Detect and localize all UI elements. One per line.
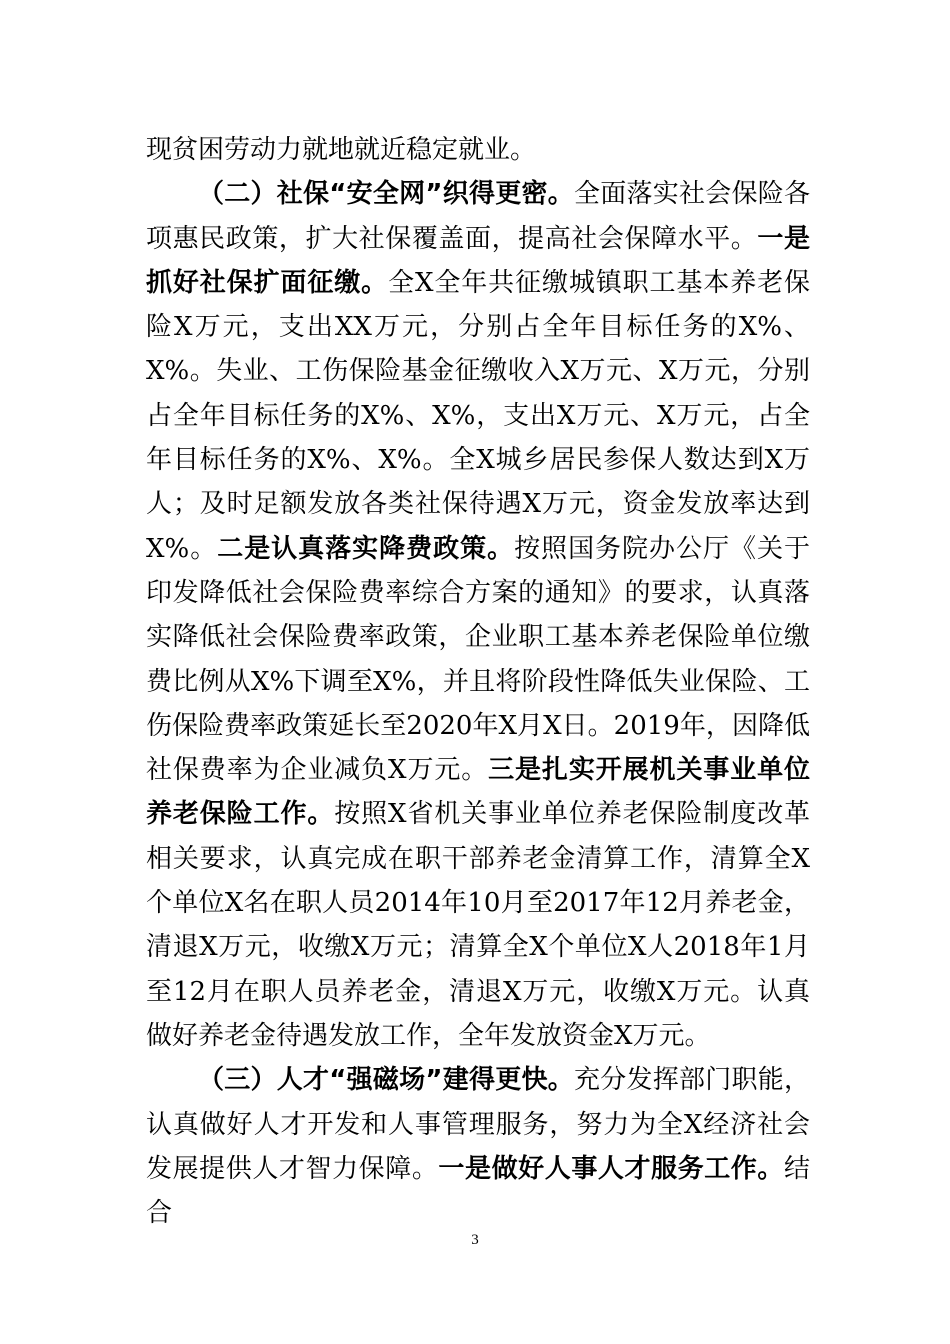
- point-heading-3: 三是扎实开展机关事业单位养老保险工作。: [146, 755, 810, 830]
- section-heading-2: （二）社保“安全网”织得更密。: [198, 179, 574, 210]
- body-text: [146, 128, 810, 1235]
- page-number: 3: [471, 1232, 479, 1248]
- paragraph-text: 结合: [146, 1153, 810, 1229]
- paragraph-text: 充分发挥部门职能，认真做好人才开发和人事管理服务，努力为全X经济社会发展提供人才智力保障。: [146, 1065, 810, 1184]
- paragraph-text: 按照国务院办公厅《关于印发降低社会保险费率综合方案的通知》的要求，认真落实降低社会保险费率政策，企业职工基本养老保险单位缴费比例从X%下调至X%，并且将阶段性降低失业保险、工伤保险费率政策延长至2020年X月X日。2019年，因降低社保费率为企业减负X万元。: [146, 533, 810, 786]
- point-heading-1: 一是抓好社保扩面征缴。: [146, 223, 810, 298]
- paragraph-3: [146, 1058, 810, 1235]
- point-heading-2: 二是认真落实降费政策。: [217, 533, 515, 564]
- paragraph-text: 现贫困劳动力就地就近稳定就业。: [146, 135, 537, 165]
- paragraph-2: [146, 172, 810, 1058]
- paragraph-text: 全面落实社会保险各项惠民政策，扩大社保覆盖面，提高社会保障水平。: [146, 179, 810, 254]
- point-heading-4: 一是做好人事人才服务工作。: [438, 1153, 784, 1184]
- paragraph-text: 全X全年共征缴城镇职工基本养老保险X万元，支出XX万元，分别占全年目标任务的X%、X%。失业、工伤保险基金征缴收入X万元、X万元，分别占全年目标任务的X%、X%，支出X万元、X万元，占全年目标任务的X%、X%。全X城乡居民参保人数达到X万人；及时足额发放各类社保待遇X万元，资金发放率达到X%。: [146, 267, 810, 564]
- section-heading-3: （三）人才“强磁场”建得更快。: [198, 1065, 574, 1096]
- paragraph-text: 按照X省机关事业单位养老保险制度改革相关要求，认真完成在职干部养老金清算工作，清算全X个单位X名在职人员2014年10月至2017年12月养老金，清退X万元，收缴X万元；清算全X个单位X人2018年1月至12月在职人员养老金，清退X万元，收缴X万元。认真做好养老金待遇发放工作，全年发放资金X万元。: [146, 799, 810, 1051]
- paragraph-1: [146, 128, 810, 172]
